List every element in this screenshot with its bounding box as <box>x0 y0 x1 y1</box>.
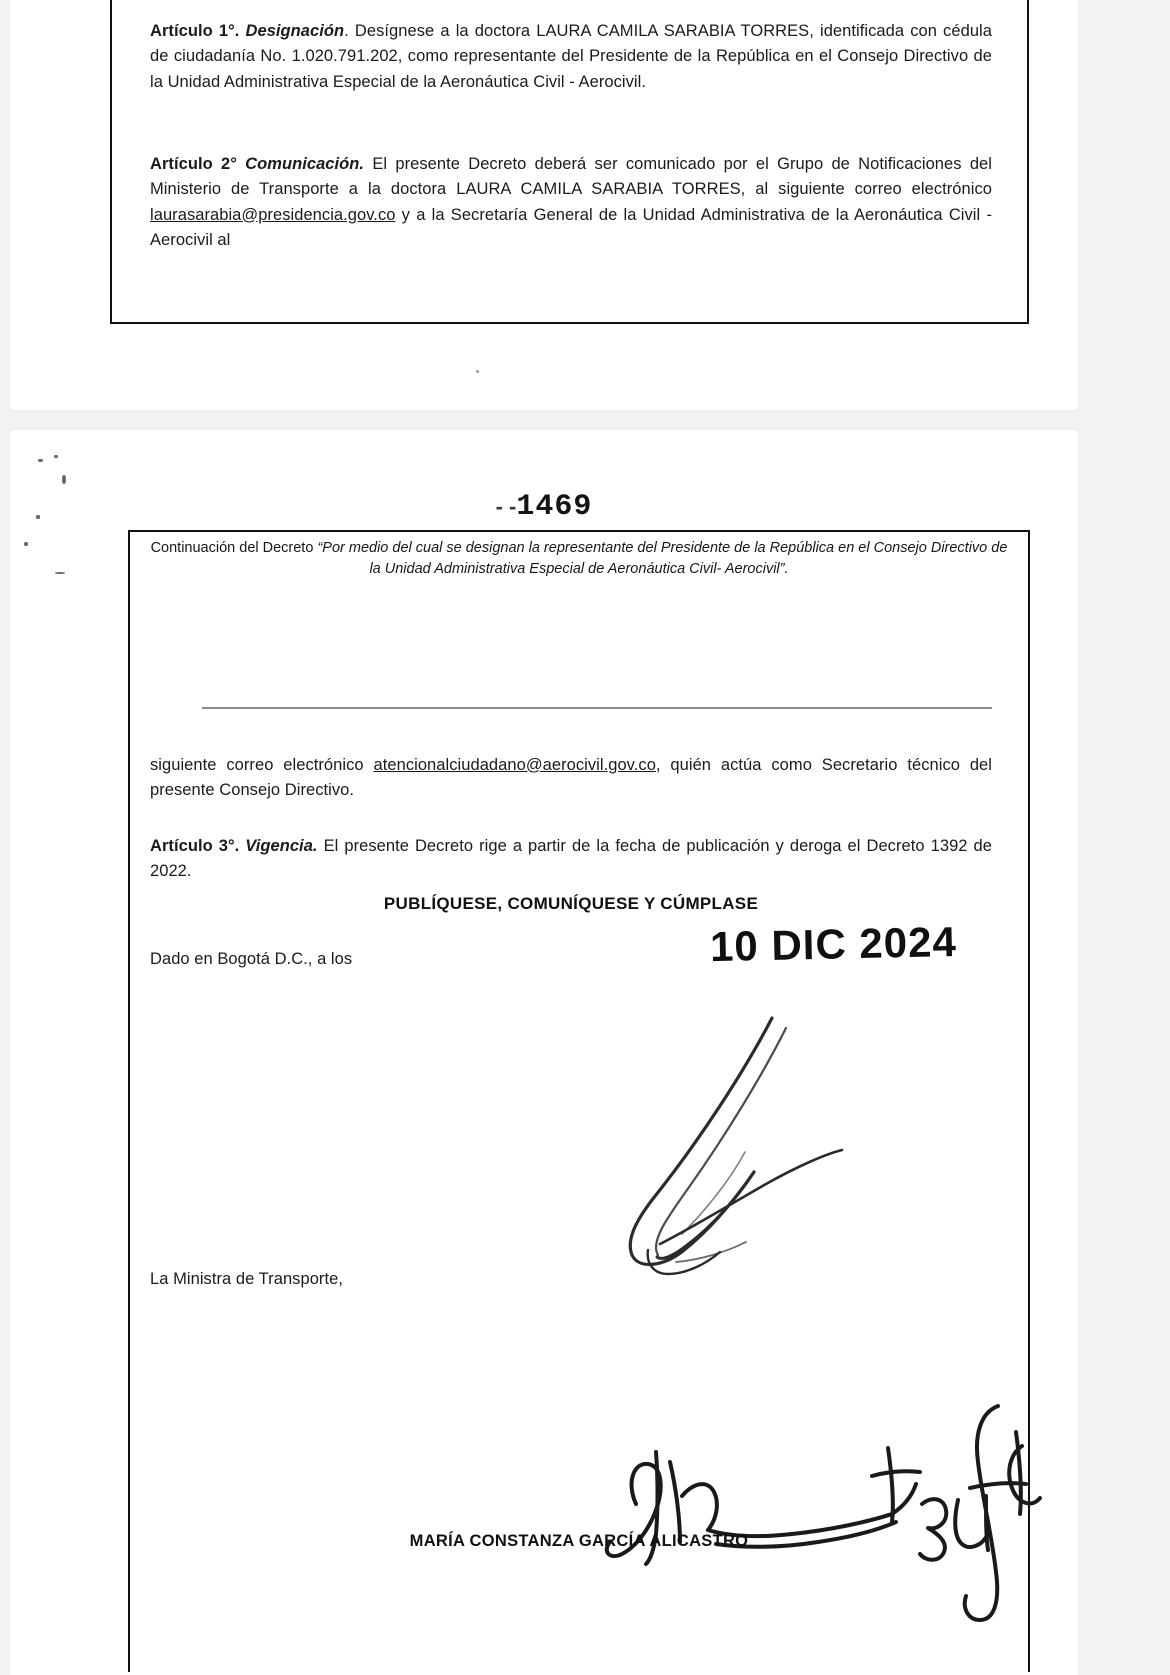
article-1-label: Artículo 1°. <box>150 21 240 40</box>
horizontal-rule <box>202 707 992 709</box>
continuation-header <box>150 538 1008 580</box>
article-3-label: Artículo 3°. <box>150 836 240 855</box>
article-2-label: Artículo 2° <box>150 154 237 173</box>
scan-speck <box>38 459 43 462</box>
email-atencionalciudadano[interactable]: atencionalciudadano@aerocivil.gov.co <box>373 755 656 774</box>
siguiente-text-before-email: siguiente correo electrónico <box>150 755 374 774</box>
article-3-title: Vigencia. <box>245 836 318 855</box>
decree-frame-top <box>110 0 1029 324</box>
article-2-paragraph <box>150 152 992 254</box>
signature-president <box>540 1012 870 1302</box>
scan-speck <box>55 572 65 574</box>
scan-speck <box>54 455 58 458</box>
dado-en-bogota-line: Dado en Bogotá D.C., a los <box>150 950 353 968</box>
scan-speck <box>62 475 66 484</box>
article-1-title: Designación <box>245 21 345 40</box>
decree-number <box>10 490 1078 524</box>
scanned-page-top <box>10 0 1078 410</box>
article-2-text-after-email: y a la Secretaría General de la Unidad Administrativa de la Aeronáutica Civil - Aerocivil al <box>150 205 992 249</box>
article-2-title: Comunicación. <box>245 154 365 173</box>
decree-number-marks: - - <box>495 494 517 519</box>
scanned-page-bottom <box>10 430 1078 1675</box>
ministra-de-transporte-label: La Ministra de Transporte, <box>150 1270 343 1288</box>
publiquese-heading: PUBLÍQUESE, COMUNÍQUESE Y CÚMPLASE <box>383 894 759 913</box>
decree-frame-bottom <box>128 530 1030 1672</box>
article-1-paragraph <box>150 19 992 96</box>
scan-speck <box>476 370 479 373</box>
decree-number-value: 1469 <box>516 490 593 524</box>
paragraph-siguiente <box>150 753 992 804</box>
article-3-paragraph <box>150 834 992 885</box>
email-laurasarabia[interactable]: laurasarabia@presidencia.gov.co <box>150 205 396 224</box>
article-1-text: . Desígnese a la doctora LAURA CAMILA SARABIA TORRES, identificada con cédula de ciudadanía No. 1.020.791.202, como representante del Presidente de la República en el Consejo Directivo de la Unidad Administrativa Especial de la Aeronáutica Civil - Aerocivil. <box>150 21 992 91</box>
minister-name: MARÍA CONSTANZA GARCÍA ALICASTRO <box>409 1532 749 1550</box>
continuation-prefix: Continuación del Decreto <box>150 540 318 556</box>
siguiente-text-after-email: , quién actúa como Secretario técnico del presente Consejo Directivo. <box>150 755 992 799</box>
scan-speck <box>24 542 28 546</box>
article-3-text: El presente Decreto rige a partir de la fecha de publicación y deroga el Decreto 1392 de 2022. <box>150 836 992 880</box>
date-stamp: 10 DIC 2024 <box>709 917 958 971</box>
article-2-text-before-email: El presente Decreto deberá ser comunicado por el Grupo de Notificaciones del Ministerio de Transporte a la doctora LAURA CAMILA SARABIA TORRES, al siguiente correo electrónico <box>150 154 992 198</box>
signature-minister <box>530 1392 1050 1632</box>
continuation-quote: “Por medio del cual se designan la representante del Presidente de la República en el Consejo Directivo de la Unidad Administrativa Especial de Aeronáutica Civil- Aerocivil”. <box>317 540 1008 577</box>
